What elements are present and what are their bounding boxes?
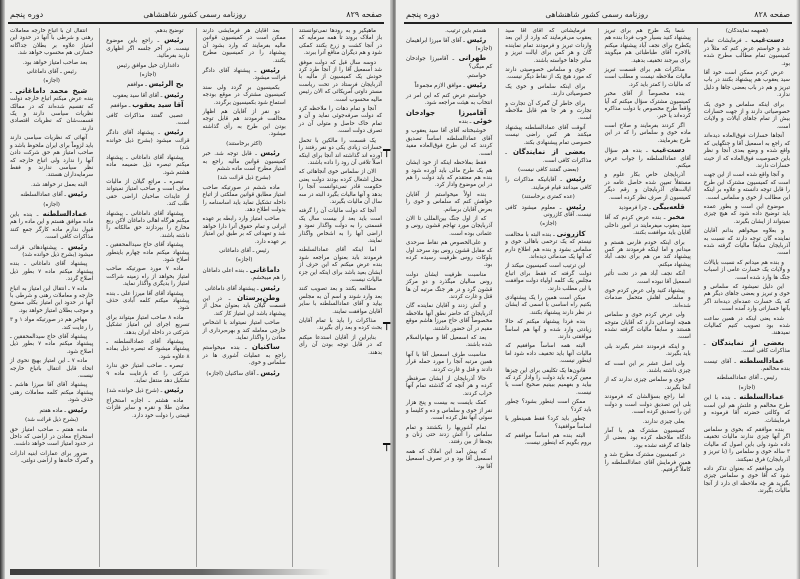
text-column xyxy=(297,28,384,567)
speaker-name: رئیس xyxy=(164,90,184,99)
body-paragraph: ماهیگیر و به رودها نمی‌توانستند باز املاک بروند تا همه سرمایه که در آنجا کشت و زرع بکنند کمکی شود و هم دیگران منافع آنرا ببرند. xyxy=(298,28,382,57)
centered-note: داغداران خیل موافق رئیس xyxy=(116,62,180,69)
body-paragraph: بکمیسیون بر گردد ولی سند کمیسیون مشترک در موقع بودجه استماع شود بکمیسیون برگردد. xyxy=(202,84,286,106)
gutter-marker-icon: ┯ xyxy=(383,316,391,330)
body-paragraph: صاحب امتیاز نمیتواند با اشخاص خارجی معامله کند و بهره‌برداری از معادن را واگذار نماید. xyxy=(202,320,286,342)
speech-text: موافقم xyxy=(110,103,127,110)
columns xyxy=(8,28,384,567)
speech-text: راجع باین موضوع نیست. در آخر جلسه اگر اظهاری دارید بفرمائید. xyxy=(106,38,190,60)
separator: ـ xyxy=(448,56,459,63)
separator: ـ xyxy=(56,244,68,251)
speech-text: بنده میخواستم راجع به عملیات آشوری ها در سلماس و خوی. xyxy=(202,345,286,367)
speaker-paragraph xyxy=(406,82,492,90)
speaker-paragraph xyxy=(203,285,286,293)
speech-text: (شرح ذیل خوانده شد) xyxy=(106,388,159,395)
body-paragraph: ماده ۷ ـ انتقال این امتیاز به اتباع خارجه و معاملات رهنی و شرطی با آنها در حدود این امتیاز بکلی ممنوع و موجب بطلان امتیاز خواهد بود. xyxy=(10,285,94,314)
text-column xyxy=(603,28,693,567)
speaker-paragraph xyxy=(10,191,93,199)
speaker-paragraph xyxy=(106,92,189,100)
speaker-name: رئیس xyxy=(260,368,280,377)
speaker-name: رئیس xyxy=(260,149,280,158)
header-rule xyxy=(8,22,384,24)
body-paragraph: تبصره ـ مراتع گیلان از مالیات معاف است و صاحب امتیاز نمیتواند از عایدات صاحبان اراضی حقی طلب کند. xyxy=(106,178,190,208)
body-paragraph: مهاجر هم در صورتیکه مواد ۱ و ۳ را رعایت کند. xyxy=(10,317,94,331)
speaker-name: دست‌غیب xyxy=(651,146,685,155)
speaker-name: آقامیرزا جوادخان خوئی xyxy=(406,108,493,126)
speech-text: آقای عمادالسلطنه xyxy=(20,192,63,199)
separator: ـ xyxy=(158,388,165,395)
page-number: صفحه ۸۲۸ xyxy=(754,9,790,19)
separator: ـ xyxy=(741,38,752,45)
separator: ـ xyxy=(556,177,567,184)
body-paragraph: یک قسمت را مالکین با تحمل خسارات زیادی یکی دو نفر رفتند را آورده اند گذاشته اند آنجا برای اینکه اصلاً تلافی آن رود را داده باشند. xyxy=(298,137,382,166)
speaker-paragraph xyxy=(203,344,286,367)
separator: ـ xyxy=(730,395,740,402)
body-paragraph: آنهائی که نظریات سیاسی دارند باید لزوماً برای ایران ملحوظ باشد و صاحب امتیاز هم حق شرکت دادن آنها را ندارد ولی اتباع خارجه که نظر سیاسی ندارند و فقط سرمایه‌داران هستند. xyxy=(10,135,94,179)
speech-text: بنده عرض کردم که آقا سید یعقوب میفرمایند در امور داخلی آقایان باید موافقت بکنند. xyxy=(604,215,691,237)
body-paragraph: برای اینکه خودم فارس هستم و میدانم و اما اینکه فرمودند هر کس پیشنهاد کند من هم برای نجف آباد پیشنهاد میکنم. xyxy=(604,239,691,268)
speaker-paragraph xyxy=(203,67,286,83)
body-paragraph: ماده ۷ مورد صورتیکه صاحب امتیاز بخواهد از راه زمینه شراکت امتیاز را بدیگری واگذار نماید. xyxy=(106,266,190,288)
speaker-paragraph xyxy=(505,176,591,192)
body-paragraph: ماده ۸ صاحب امتیاز میتواند برای تسریع اجرای این امتیاز تشکیل شرکتی در داخله ایران بدهد. xyxy=(106,314,190,336)
body-paragraph: و آنجا واقع شده است از این جهت است که کمیسیون مشترک این طرح را قابل توجه دانسته و علاوه بر اینکه این مطالب از خوی و سلماس است. xyxy=(703,172,790,201)
body-paragraph: مذاکرات را باید با تمام آقایان بحث کرده و بعد رأی بگیرند. xyxy=(298,318,382,332)
centered-note: رئیس ـ آقای داماغانی xyxy=(26,69,77,76)
body-paragraph: شما یک طرح هم برای تبریز پیشنهاد کنید بسیار خوب فردا بنده هم یکطرح برای نجف آباد پیشنهاد میکنم بالاخره آقای طباطبائی هم میگویند برای بیرجند تخفیف بدهید. xyxy=(604,28,691,64)
column-divider xyxy=(292,28,293,567)
page-header xyxy=(10,6,382,22)
speaker-paragraph xyxy=(10,244,93,260)
speaker-name: رئیس xyxy=(67,242,88,251)
body-paragraph: مطالعه بکنند و بعد تصویب کنند بعد وارد شوند و اسم آن به مجلس بیاید و آقای عمادالسلطنه با سایر آقایان موافقت نمایند. xyxy=(298,286,382,315)
body-paragraph: حالا آذربایجان از ایشان صرفنظر کرده و هر آنچه که گذشته تمام آنها خراب کردند. xyxy=(406,376,493,397)
separator: ـ xyxy=(461,83,467,90)
body-paragraph: عرض کردم ممکن است خود آقا سید یعقوب هم پیشنهاد بکنند در باب تبریز و هم در باب بعضی جاها و دلیل ندارد. xyxy=(703,70,790,99)
body-paragraph: البته بعمل تر خواهد شد. xyxy=(30,181,88,188)
speech-text: بنده عرض میکنم اتباع خارجه دولت که تقسیم شده‌اند که در ممالک نظریات سیاسی دارند و یک قسمت‌شان که نظریات اقتصادی دارند. xyxy=(10,96,94,132)
speech-text: چرا فرمودید xyxy=(618,204,648,211)
separator: ـ xyxy=(221,296,238,302)
body-paragraph: الان از سلماس خوی آنجاهائی که محل اشغال کرده بودند دولت یعنی حکومت قادر نمی‌توانست آنجا را بدهد و آنها مالیات بگیرد البته در سه سال آن مالیات بگیرند. xyxy=(298,169,382,205)
body-paragraph: ولی موافقم که بعنوان تذکر داده شود که آقا خوی و سلماس چیزی بگیرید هر چه ملاحظه ای دارد از آنجا مالیات بگیرند. xyxy=(703,465,790,495)
body-paragraph: پیشنهاد آقای داماغانی ـ پیشنهاد میکنم هرگاه اهالی داماغان لاکن ربع مخارج را بپردازند حق مالکانه را داشته باشند. xyxy=(106,210,190,239)
gutter-marker-icon: ┯ xyxy=(383,437,391,451)
body-paragraph: دوسه سال قبل که دولت موفق شد اسمعیل آقا را از آنجا طرد کرد خودش یک کمیسیون از مالیه با آذربایجان فرستاد در تحت ریاست مستر داوتی آمریکائی که الان رئیس مالیه محسوب است. xyxy=(298,59,382,103)
body-paragraph: آنوقت آقای عمادالسلطنه پیشنهاد میکنند هر کس راضی نیست خصوصی تمام پیشنهادی بکند. xyxy=(505,124,592,146)
speech-text: بنده هم سؤال آقای عمادالسلطنه را جواب عرض میکنم. xyxy=(604,148,691,169)
separator: ـ xyxy=(731,358,740,365)
centered-note: رئیس ـ آقای داماغانی xyxy=(219,247,270,254)
speaker-paragraph xyxy=(203,370,286,378)
newspaper-title: روزنامه رسمی کشور شاهنشاهی xyxy=(143,9,247,19)
body-paragraph: کمیسیون مشترک هم با آمار دادگاه ملاحظه کرده بود بعضی از جاها که گرفته نشده بود. xyxy=(604,427,691,449)
body-paragraph: خوی و سلماس چیزی ندارند که از آنجا بگیرند. xyxy=(604,377,691,391)
separator: ـ xyxy=(239,345,252,352)
gutter-marker-icon: ┯ xyxy=(383,143,391,157)
body-paragraph: آنجا و تمام دهات را ملاحظه کرد که دولت صرفه‌جوئی نماید و آن و تمام خاک حاصل و متولی آن در تصرف دولت است. xyxy=(298,106,382,135)
speaker-name: رئیس xyxy=(566,175,586,184)
speaker-name: دست‌غیب xyxy=(751,36,785,45)
speaker-name: رئیس xyxy=(164,36,184,45)
centered-note: (همهمه نمایندگان) xyxy=(725,28,769,34)
body-paragraph: بعد صاحب امتیاز خواهد بود. xyxy=(22,59,88,66)
body-paragraph: ولی اصل عشر بر این است که چیزی داشته باشند. xyxy=(604,360,691,375)
body-paragraph: خواستم عرض کنم که این امر در انتخاب به هیئت مراجعه شود. xyxy=(406,92,493,107)
separator: ـ xyxy=(255,370,261,377)
speech-text: بنده باین ماده موافق هستم و این ماده را هم قبول ندارم ماده کارگر جمع کنند مذاکرات کافی است. xyxy=(10,211,94,241)
text-column xyxy=(104,28,191,567)
body-paragraph: فرمایشاتی که آقای آقا سید یعقوب می‌فرمایند که وارد از این بعد واردات تبریز و فرمودند تمام نماینده گان و هر کس برای ایالت تبریز و سایر جاها خواسته باشند. xyxy=(505,28,592,64)
separator: ـ xyxy=(555,204,567,211)
body-paragraph: پیشنهاد آقای حاج سیدالمحققین ـ پیشنهاد میکنم ماده چهارم باینطور اصلاح شود. xyxy=(106,242,190,263)
body-paragraph: آنکه نجف آباد هم در تحت تأثیر اسمعیل آقا نبوده است. xyxy=(604,271,691,285)
speaker-name: مخبر xyxy=(668,213,685,222)
body-paragraph: و آتش زدند و آقایان نماینده گان آذربایجان که حاضر نطق آنها ملاحظه مخصوصاً آقای حاج میرزا هاشم موقع مقیم در آن حضور داشتند. xyxy=(406,303,493,332)
body-paragraph: ضرور برای عمارات ابنیه ادارات و گمرک خانه‌ها و اراضی دولتی. xyxy=(10,450,94,465)
separator: ـ xyxy=(62,407,68,414)
body-paragraph: و بنده هم میدانم که نسبت بایالات و ولایات یک خسارت عامی از اسباب جنگ ها وارد شده است. xyxy=(703,259,790,281)
speech-text: آقامیرزا جوادخان کم میگی؟ xyxy=(406,56,493,70)
body-paragraph: خواستم. xyxy=(466,73,487,80)
centered-note: (اجازه) xyxy=(738,384,756,391)
speaker-name: رئیس xyxy=(67,405,88,414)
text-column xyxy=(702,28,792,567)
page-header xyxy=(406,6,790,22)
body-paragraph: برای خاطر آن گمرک آن تجارت و تجارت و هر جا هم قابل ملاحظه است. xyxy=(505,100,592,122)
newspaper-title: روزنامه رسمی کشور شاهنشاهی xyxy=(545,9,649,19)
separator: ـ xyxy=(143,82,149,89)
separator: ـ xyxy=(641,148,652,155)
body-paragraph: مذاکرات هم برای قسمت تبریز مالیات ملاحظه نیست و مطلب است که مالیات را کمتر باید کرد. xyxy=(604,67,691,88)
body-paragraph: اما اینکه آقای عمادالسلطنه فرمودند باید بعنوان مراجعه شود بنده عرض میکنم که این حرف از ایشان بعید باشد برای اینکه این جزء مالیات نیست. xyxy=(298,247,382,283)
speaker-name: رئیس xyxy=(566,202,586,211)
body-paragraph: بعد که اسمعیل آقا و سهام‌السلام شده باشند. xyxy=(406,335,493,349)
speech-text: بنده با این طرح مخالفم و علتش هم این است که وکالتی حضرته آقا فرموده و فرمایشات. xyxy=(703,395,790,424)
speaker-paragraph xyxy=(106,37,189,60)
speaker-name: داماغانی xyxy=(249,265,280,274)
header-rule xyxy=(404,22,792,24)
speaker-paragraph xyxy=(605,204,691,212)
speech-text: آقای آقا میرزا ابراهیمان (اجازه) xyxy=(406,38,493,52)
separator: ـ xyxy=(32,211,43,218)
body-paragraph: بعلی چیزی ندارند. xyxy=(642,418,685,425)
body-paragraph: برای اینکه سلماس و خوی یک خصوصیاتی دارند. xyxy=(505,83,592,98)
speaker-name: رئیس xyxy=(466,36,487,45)
body-paragraph: آذربایجان خاص بکار علوم و مستقلاً تعیین شده حاصل عامه در ایالت‌های آذربایجان و رقم دیگر کمیسیون از صرف نظر کرده است. xyxy=(604,172,691,201)
speaker-name: قلعه‌بیگی xyxy=(652,202,685,211)
speaker-name: آقا سید یعقوب xyxy=(132,101,184,110)
body-paragraph: دو نفر از آقایان هم اظهار مخالفت فرمودند هم قابل توجه بودن این طرح به رأی گذاشته میشود. xyxy=(202,109,286,138)
speaker-paragraph xyxy=(605,147,691,170)
separator: ـ xyxy=(255,285,261,292)
body-paragraph: تمام آشوریها را بکشتند و تمام سلماس را آتش زدند حتی زنان و بچه‌ها از بین رفتند. xyxy=(406,424,493,446)
body-paragraph: که پیش آمد این املاک که همه اسمعیل آقا بود و در تصرف اسمعیل آقا بود. xyxy=(406,448,493,470)
speaker-name: رئیس xyxy=(260,283,280,292)
body-paragraph: بنده فردا پیشنهاد میکنم که حالا زیادتی وارد شده و آنها هم اساساً موافقتی دارند. xyxy=(505,319,592,341)
body-paragraph: البته بنده هم اساساً موافقم که بروم بگویم که اینطور نیست. xyxy=(505,432,592,447)
body-paragraph: خوی و سلماس خصوصیتی دارند که مورد هیچ یک از نقاط دیگر نیست. xyxy=(505,67,592,81)
body-paragraph: مناسبت ظرفیت ایشان دولت روس سالیان میگذرد و دو مرکز قشون گرد و در هر جنگ مرتبه آن ها قتل و غارت کردند. xyxy=(406,271,493,300)
speaker-paragraph xyxy=(406,55,492,71)
body-paragraph: ولی عرض کردم خوی و سلماس همچه اوضاعی دارد که آقایان متوجه هستند و سابقاً مالیات گرفته نشده است. xyxy=(604,312,691,341)
body-paragraph: فقط بملاحظه اینکه از خود ایشان هم یک طرح مالی باید آورده شود و بنده هم معتقدم که باید دولت را هم در این موضوع وادار کرد. xyxy=(406,160,493,189)
body-paragraph: عصبی گفتند مذاکرات کافی است. xyxy=(106,112,190,127)
speech-text: پیشنهاد آقای داماغانی xyxy=(204,285,256,292)
body-paragraph: پیشنهاد آقای داماغانی ـ پیشنهاد میکنم تبصره ذیل ضمیمه ماده هشتم شود. xyxy=(106,154,190,176)
volume-label: دوره پنجم xyxy=(10,9,44,19)
separator: ـ xyxy=(461,38,467,45)
speech-text: آقایانیکه مذاکرات را کافی میدانند قیام فرمایند. xyxy=(505,177,592,191)
separator: ـ xyxy=(661,215,669,222)
speaker-paragraph xyxy=(704,394,790,425)
volume-label: دوره پنجم xyxy=(406,9,440,19)
centered-note: (بعضی گفتند کافی نیست) xyxy=(518,166,579,173)
body-paragraph: تبصره ـ صاحب امتیاز حق ندارد شرکتی را که بارعایت ماده ۹ تشکیل دهد منتقل نماید. xyxy=(106,363,190,385)
centered-note: (اکثر برخاستند) xyxy=(226,140,263,147)
separator: ـ xyxy=(158,92,165,99)
speaker-name: یح الرئیس xyxy=(148,80,184,89)
body-paragraph: اما راجع بسؤالشان که فرمودند بلی این تصدیق دولت است و دولت این را تصدیق کرده است. xyxy=(604,394,691,416)
body-paragraph: برای اینکه سلماس و خوی یک خصوصیاتی دارند و از جهت خسارات بیش از تمام جاهای ایالات و ولایات است. xyxy=(703,101,790,130)
body-paragraph: ماده هفتم ـ صاحب امتیاز حق استخراج معادن در اراضی که داخل در حدود امتیاز است خواهد داشت. xyxy=(10,426,94,448)
speaker-paragraph xyxy=(704,358,790,374)
centered-note: (اجازه) xyxy=(43,78,60,85)
body-paragraph: ممکن است اینطور بشود؟ چطور باید کرد؟ xyxy=(505,399,592,413)
speaker-paragraph xyxy=(106,387,189,395)
body-paragraph: ماده ششم در صورتیکه صاحب امتیاز مطابق قوانین مملکتی از اتباع داخله تشکیل نماید باید اساسنامه را بدولت اطلاع دهد. xyxy=(202,184,286,213)
speech-text: قابل توجه شد. خبر کمیسیون قوانین مالیه راجع به امتیاز مطرح است ماده ششم xyxy=(202,151,286,172)
body-paragraph: انتقال آن با اتباع خارجه معاملات رهنی و شرطی با آنها در حدود این امتیاز علاوه بر بطلان جداگانه خسارتی هم محسوب خواهد شد. xyxy=(10,28,94,57)
body-paragraph: میکن است همین را یک پیشنهادی بکنیم راه اساسی با اسمی که ایشان در نظر دارند پیشنهاد بکنند. xyxy=(505,295,592,316)
speaker-paragraph xyxy=(203,267,286,283)
column-divider xyxy=(99,28,100,567)
speaker-name: شیخ محمد داماغانی xyxy=(15,86,88,95)
body-paragraph: و علی‌الخصوص هم نقاط سرحدی که مقابل قشون روس بود سرحد اول بلوکات روس ظرفیت رسیده کرده بود. xyxy=(406,240,493,269)
body-paragraph: پیشنهاد آقای آقا میرزا هاشم ـ پیشنهاد میکنم کلمه معاملات رهنی حذف شود. xyxy=(10,382,94,404)
separator: ـ xyxy=(153,130,165,137)
separator: ـ xyxy=(703,340,712,347)
separator: ـ xyxy=(647,204,653,211)
body-paragraph: البته همه اساساً موافقیم که مالیات آنها باید تخفیف داده شود اما اینطور نیست. xyxy=(505,343,592,365)
body-paragraph: مناسبت طرف اسمعیل آقا با آنها همین مرتبه آنجا را مورد حمله قرار دادند و قتل و غارت کردند. xyxy=(406,351,493,373)
speech-text: در این قسمت گیلان باید بعنوان محل از پیشنهاد باشد این امتیاز کار کند. xyxy=(202,296,286,317)
centered-note: (اجازه) xyxy=(235,257,253,264)
speech-text: آقای تیست بنده مخالفم. xyxy=(703,358,790,373)
body-paragraph: بعد آقایان هر فرمایشی دارند ممکن است در کمیسیون قوانین مالیه بفرمایند که وارد بشود آن پیشنهاد را در کمیسیون مطرح بکنند. xyxy=(202,28,286,64)
body-paragraph: اگر کردند بفرمایند و صلاح است ماده خوی و سلماس را که در این طرح بفرمایند. xyxy=(604,122,691,144)
column-divider xyxy=(598,28,599,567)
speaker-paragraph xyxy=(704,340,790,356)
speaker-name: رئیس xyxy=(67,190,88,199)
separator: ـ xyxy=(244,267,250,274)
body-paragraph: پیشنهاد آقای حاج سیدالمحققین ـ پیشنهاد میکنم ماده ۷ بطور ذیل اصلاح شود. xyxy=(10,334,94,355)
body-paragraph: چطور باید کرد؟ فقط همینطور یا اساساً موافقید؟ xyxy=(505,416,592,430)
speaker-name: کازرونی xyxy=(556,229,586,238)
speech-text: مذاکرات کافی است. xyxy=(741,348,790,355)
speaker-paragraph xyxy=(106,129,189,152)
speaker-paragraph xyxy=(203,150,286,173)
body-paragraph: پیشنهاد آقای داماغانی ـ بنده پیشنهاد میکنم ماده ۷ بطور ذیل اصلاح گردد. xyxy=(10,261,94,283)
speaker-name: عمادالسلطنه xyxy=(739,356,784,365)
speaker-paragraph xyxy=(505,231,591,262)
body-paragraph: بنده اولاً میخواستم از آقایان خواهش کنم که سلماس و خوی را بعرض آقایان برسانم. xyxy=(406,191,493,213)
centered-note: (بشرح ذیل قرائت شد) xyxy=(217,175,271,182)
centered-note: (عده کمتری برخاستند) xyxy=(521,194,575,201)
separator: ـ xyxy=(551,231,557,238)
body-paragraph: قانون‌ها یک تکلیفی برای این چیزها معین کرده باید دولت را وادار کرد که بیاید و بفهمیم ببینیم صحیح است یا نیست. xyxy=(505,367,592,396)
centered-note: (اجازه) xyxy=(139,72,157,79)
body-paragraph: کمک بایست به بیست و پنج هزار نفر از خوی و سلماس و ده و کلیسا و سوئی آنها نقل کرده است. xyxy=(406,400,493,422)
speech-text: بنده xyxy=(458,119,468,126)
column-divider xyxy=(196,28,197,567)
body-paragraph: خوشبختانه آقای آقا سید یعقوب و آقای عمادالسلطنه اساساً تصدیق کردند که این طرح فوق‌العاده مفید است. xyxy=(406,128,493,157)
body-paragraph: بنده مخصوصاً از آقای مخبر کمیسیون مشترک سؤال میکنم که آیا واقعاً طرح مخصوص با دولت مذاکره کرده‌اند یا خیر. xyxy=(604,91,691,120)
centered-note: (اجازه) xyxy=(43,201,60,208)
body-paragraph: ماده ۷ ـ این امتیاز بهیچ نحوی از انحاء قابل انتقال باتباع خارجه نیست. xyxy=(10,358,94,380)
body-paragraph: پیشنهاد کنید ولی عرض کردم خوی و سلماس اهلش متحمل صدمات شده‌اند. xyxy=(604,288,691,309)
speaker-name: رئیس xyxy=(260,66,280,75)
body-paragraph: این ترتیب است کمیسیون میکند از دولت گرفته که فقط برای اتباع مجلس یک کلمه اولیاء دولت موافقت با این مطلب دارند. xyxy=(505,263,592,292)
body-paragraph: توضیح بدهم. xyxy=(154,28,184,34)
speaker-paragraph xyxy=(505,149,591,165)
separator: ـ xyxy=(152,38,165,45)
columns xyxy=(404,28,792,567)
body-paragraph: پیشنهاد آقای عمادالسلطنه ـ پیشنهاد میشود که تبصره ذیل بماده ۸ علاوه شود. xyxy=(106,339,190,360)
speech-text: مذاکرات کافی است. xyxy=(542,157,592,164)
separator: ـ xyxy=(250,68,261,75)
speaker-paragraph xyxy=(505,204,591,220)
speaker-name: رئیس xyxy=(164,128,184,137)
centered-note: (اجازه) xyxy=(540,221,557,228)
speech-text: پیشنهاد آقای دادگر قرائت میشود. xyxy=(202,68,286,82)
separator: ـ xyxy=(126,103,133,110)
speech-text: آقای آقا سید یعقوب xyxy=(112,92,159,99)
page-number: صفحه ۸۲۹ xyxy=(346,9,382,19)
speaker-name: بعضی از نمایندگان xyxy=(512,148,586,157)
scan-edge-shadow xyxy=(10,569,330,575)
body-paragraph: این دلیل نمیشود که سلماس و خوی و تبریز و بعضی جاهای دیگر هم که یک خسارت عمده‌ای دیده‌اند اگر بآنها خساراتی وارد آمده است. xyxy=(703,284,790,313)
text-column xyxy=(404,28,494,567)
text-column xyxy=(201,28,288,567)
body-paragraph: شده یعنی اینکه در همین ساعت شده بود تصویب کنیم کمالیات نمیدهند. xyxy=(703,315,790,337)
body-paragraph: پیشنهاد آقای آقا میرزا علی ـ بنده پیشنهاد میکنم کلمه آبادی حذف شود. xyxy=(106,290,190,312)
speaker-name: وطن‌پرستان xyxy=(237,294,280,302)
speaker-paragraph xyxy=(704,37,790,68)
body-paragraph: بنابراین از آقایان استدعا میکنم که در قابل توجه بودن آن رأی بدهند. xyxy=(298,334,382,356)
separator: ـ xyxy=(62,192,68,199)
body-paragraph: بنده موافقم که بخوی و سلماس اگر آنها چیزی ندارند مالیات تخفیف داده شود ولی باین اصول که مالیات ۳ ساله خوی و سلماس را (با تبریز و آذربایجان) فرق نمیکنند. xyxy=(703,426,790,463)
separator: ـ xyxy=(10,88,16,95)
speech-text: پیشنهاد آقای دادگر قرائت میشود (بشرح ذیل خوانده شد) xyxy=(106,130,190,152)
body-paragraph: و اینکه فرمودند عشر بگیرند بلی باید بگیرند. xyxy=(604,343,691,358)
separator: ـ xyxy=(251,151,261,158)
body-paragraph: ماده هشتم ـ اجازه استخراج معادن طلا و نقره و سایر فلزات قیمتی را دولت خود دارد. xyxy=(106,397,190,419)
speaker-paragraph xyxy=(106,102,189,110)
speaker-paragraph xyxy=(10,88,93,133)
centered-note: رئیس ـ آقای عمادالسلطنه xyxy=(716,375,778,382)
speaker-name: عمادالسلطنه xyxy=(739,393,784,402)
speaker-name: ساکنیان xyxy=(251,343,280,352)
speech-text: بنده البته با مخالفت نیستم که یک ترحمی باهالی خوی و سلماس بشود و بنده هم اطلاع دارم که آنها یک صدماتی دیده‌اند. xyxy=(505,231,592,260)
speech-text: پیشنهادهائی قرائت میشود (بشرح ذیل خوانده شد) xyxy=(10,244,94,258)
speaker-paragraph xyxy=(106,81,189,89)
speech-text: موافق الازم مجموعاً xyxy=(414,83,462,90)
speech-text: معلوم میشود کافی نیست. آقای کازرونی xyxy=(505,204,592,218)
speaker-paragraph xyxy=(10,407,93,415)
speech-text: ماده هفتم xyxy=(39,407,63,414)
body-paragraph: که از اول جنگ بین‌المللی تا الان آذربایجان مورد تهاجم قشون روس و عثمانی بوده است. xyxy=(406,215,493,237)
speaker-name: طهرانی xyxy=(458,54,487,63)
speaker-name: عمادالسلطنه xyxy=(42,209,88,218)
speaker-name: بعضی از نمایندگان xyxy=(711,338,785,347)
speech-text: آقای ساکنیان (اجازه) xyxy=(206,370,256,377)
page-edge-shadow xyxy=(0,0,5,579)
body-paragraph: صاحب امتیاز وارد رابطه بر عهده ایرانی و تمام حقوق آنرا دارا خواهد شد و تعهداتی که بر طبق این امتیاز بر عهده دارد. xyxy=(202,216,286,245)
speaker-name: رئیس xyxy=(466,81,487,90)
column-divider xyxy=(697,28,698,567)
speaker-paragraph xyxy=(203,295,286,318)
body-paragraph: در کمیسیون مشترک مطرح شد و همین فرمایش آقای عمادالسلطنه را کاملاً گرفتیم. xyxy=(604,452,691,473)
body-paragraph: و بعلاوه میخواهم بدانم آقایان نماینده گان توجه دارند که نسبت به آذربایجان سابقاً مالیات گرفته شده است. xyxy=(703,228,790,257)
right-page xyxy=(396,0,800,579)
centered-note: (بشرح ذیل قرائت شد) xyxy=(25,417,79,424)
separator: ـ xyxy=(505,150,513,157)
text-column xyxy=(8,28,95,567)
speaker-paragraph xyxy=(605,214,691,237)
left-page xyxy=(0,0,392,579)
page-edge-shadow xyxy=(796,0,800,579)
separator: ـ xyxy=(467,119,474,126)
speaker-paragraph xyxy=(10,211,93,242)
body-paragraph: موضوع این است و بطور عمده باید توضیح داده شود که هیچ چیزی نمیتواند از ایشان بگیرند. xyxy=(703,203,790,225)
speaker-name: رئیس xyxy=(164,386,184,395)
speaker-paragraph xyxy=(406,110,492,127)
speech-text: فرمایشات تمام شد و خواستم عرض کنم که مثلاً در کمیسیون تمام مطالب مطرح شده بود. xyxy=(703,38,790,67)
text-column xyxy=(503,28,593,567)
body-paragraph: آنجا که دولت مالیات آن را گرفته است باید بعد از بیست سال یک قسمتی را به دولت واگذار نمود و اراضی آنها را به اشخاص واگذار نمایند. xyxy=(298,208,382,244)
body-paragraph: هستم باین ترتیب. xyxy=(445,28,487,34)
speaker-paragraph xyxy=(406,37,492,53)
speech-text: بنده اعلی داماغان را هم میبخشم. xyxy=(202,267,286,282)
column-divider xyxy=(498,28,499,567)
speech-text: موافقم xyxy=(126,82,144,89)
body-paragraph: آنجاها خسارات فوق‌العاده دیده‌اند که راجع به اسمعیل آقا و جنگهایی که واقع شده و وضع بعدی آنجا و نظر باین خصوصیت فوق‌العاده که از حیث خسارات دارند. xyxy=(703,133,790,169)
